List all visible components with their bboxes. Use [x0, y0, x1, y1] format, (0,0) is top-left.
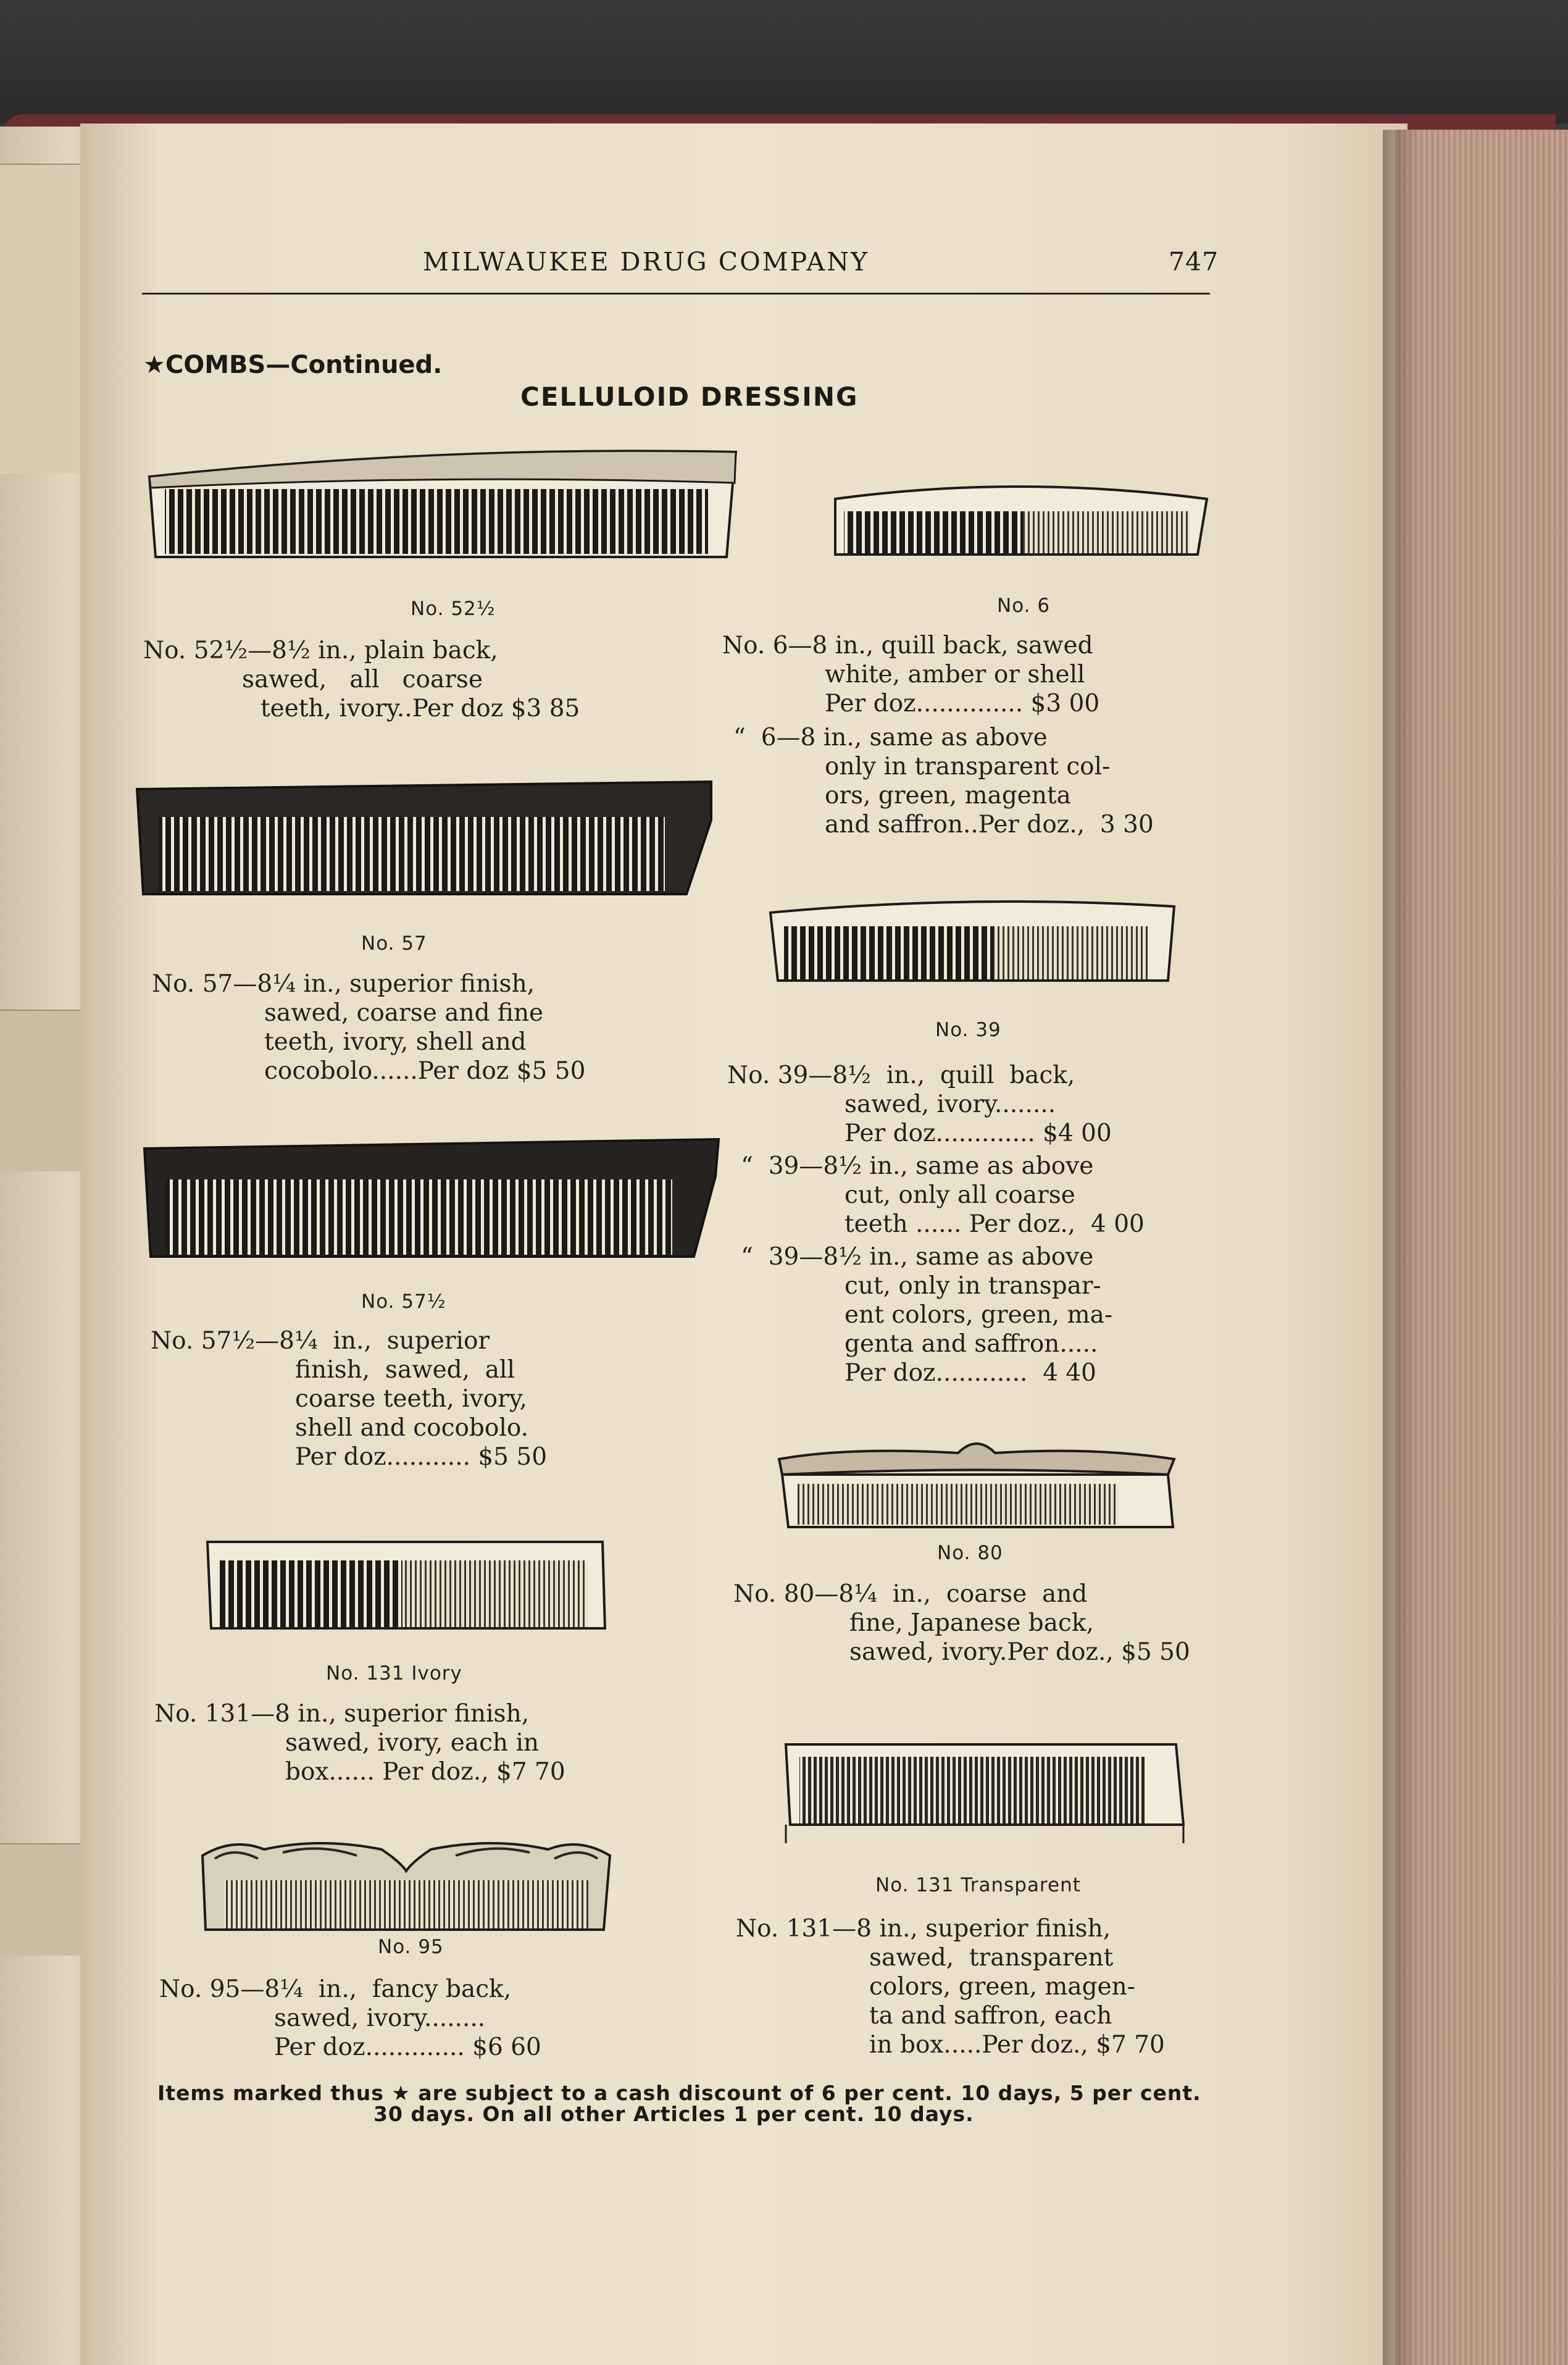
company-name: MILWAUKEE DRUG COMPANY — [423, 247, 870, 277]
book-cover-top — [0, 0, 1568, 123]
item-no-52-half-description: No. 52½—8½ in., plain back, sawed, all coarse teeth, ivory..Per doz $3 85 — [143, 637, 580, 722]
comb-6-illustration — [830, 474, 1213, 561]
section-title: ★COMBS—Continued. — [143, 351, 443, 379]
comb-39-illustration — [765, 894, 1179, 987]
header-rule — [142, 293, 1210, 295]
caption-no-6: No. 6 — [997, 595, 1051, 617]
comb-52-half-illustration — [143, 440, 748, 563]
item-no-6-description: No. 6—8 in., quill back, sawed white, amber or shell Per doz.............. $3 00 “ 6—8 in., same as above only in transparent col- ors, green, magenta and saffron..Per doz., 3 30 — [722, 632, 1154, 839]
caption-no-39: No. 39 — [935, 1019, 1001, 1041]
page-number: 747 — [1169, 247, 1219, 277]
caption-no-80: No. 80 — [937, 1542, 1003, 1564]
comb-131-ivory-illustration — [202, 1536, 610, 1635]
comb-131-transparent-illustration — [775, 1732, 1188, 1849]
comb-95-illustration — [196, 1837, 616, 1936]
comb-57-half-illustration — [138, 1133, 725, 1263]
caption-no-131-transparent: No. 131 Transparent — [875, 1874, 1081, 1896]
caption-no-95: No. 95 — [378, 1936, 444, 1958]
caption-no-57: No. 57 — [361, 932, 427, 955]
item-no-39-description: No. 39—8½ in., quill back, sawed, ivory........ Per doz............. $4 00 “ 39—8½ in., same as above cut, only all coarse teeth ...... Per doz., 4 00 “ 39—8½ in., same as above cut, only in transpar- ent colors, green, ma- genta and saffron..... Per doz............ 4 40 — [727, 1061, 1145, 1387]
footer-discount-line-2: 30 days. On all other Articles 1 per cent. 10 days. — [373, 2102, 974, 2126]
item-no-57-half-description: No. 57½—8¼ in., superior finish, sawed, all coarse teeth, ivory, shell and cocobolo. Per doz........... $5 50 — [151, 1327, 548, 1471]
caption-no-131-ivory: No. 131 Ivory — [326, 1662, 462, 1685]
page-edges — [1395, 130, 1568, 2365]
caption-no-52-half: No. 52½ — [411, 598, 496, 620]
caption-no-57-half: No. 57½ — [361, 1291, 446, 1313]
item-no-80-description: No. 80—8¼ in., coarse and fine, Japanese back, sawed, ivory.Per doz., $5 50 — [733, 1580, 1190, 1666]
item-no-131-ivory-description: No. 131—8 in., superior finish, sawed, ivory, each in box...... Per doz., $7 70 — [154, 1700, 565, 1786]
section-subtitle: CELLULOID DRESSING — [520, 382, 859, 412]
item-no-131-transparent-description: No. 131—8 in., superior finish, sawed, transparent colors, green, magen- ta and saffron, each in box.....Per doz., $7 70 — [736, 1915, 1165, 2059]
item-no-95-description: No. 95—8¼ in., fancy back, sawed, ivory........ Per doz............. $6 60 — [159, 1975, 541, 2061]
comb-80-illustration — [773, 1434, 1180, 1533]
footer-discount-line-1: Items marked thus ★ are subject to a cash discount of 6 per cent. 10 days, 5 per cent. — [157, 2081, 1201, 2105]
comb-57-illustration — [131, 777, 717, 900]
item-no-57-description: No. 57—8¼ in., superior finish, sawed, coarse and fine teeth, ivory, shell and cocobolo......Per doz $5 50 — [152, 970, 586, 1085]
